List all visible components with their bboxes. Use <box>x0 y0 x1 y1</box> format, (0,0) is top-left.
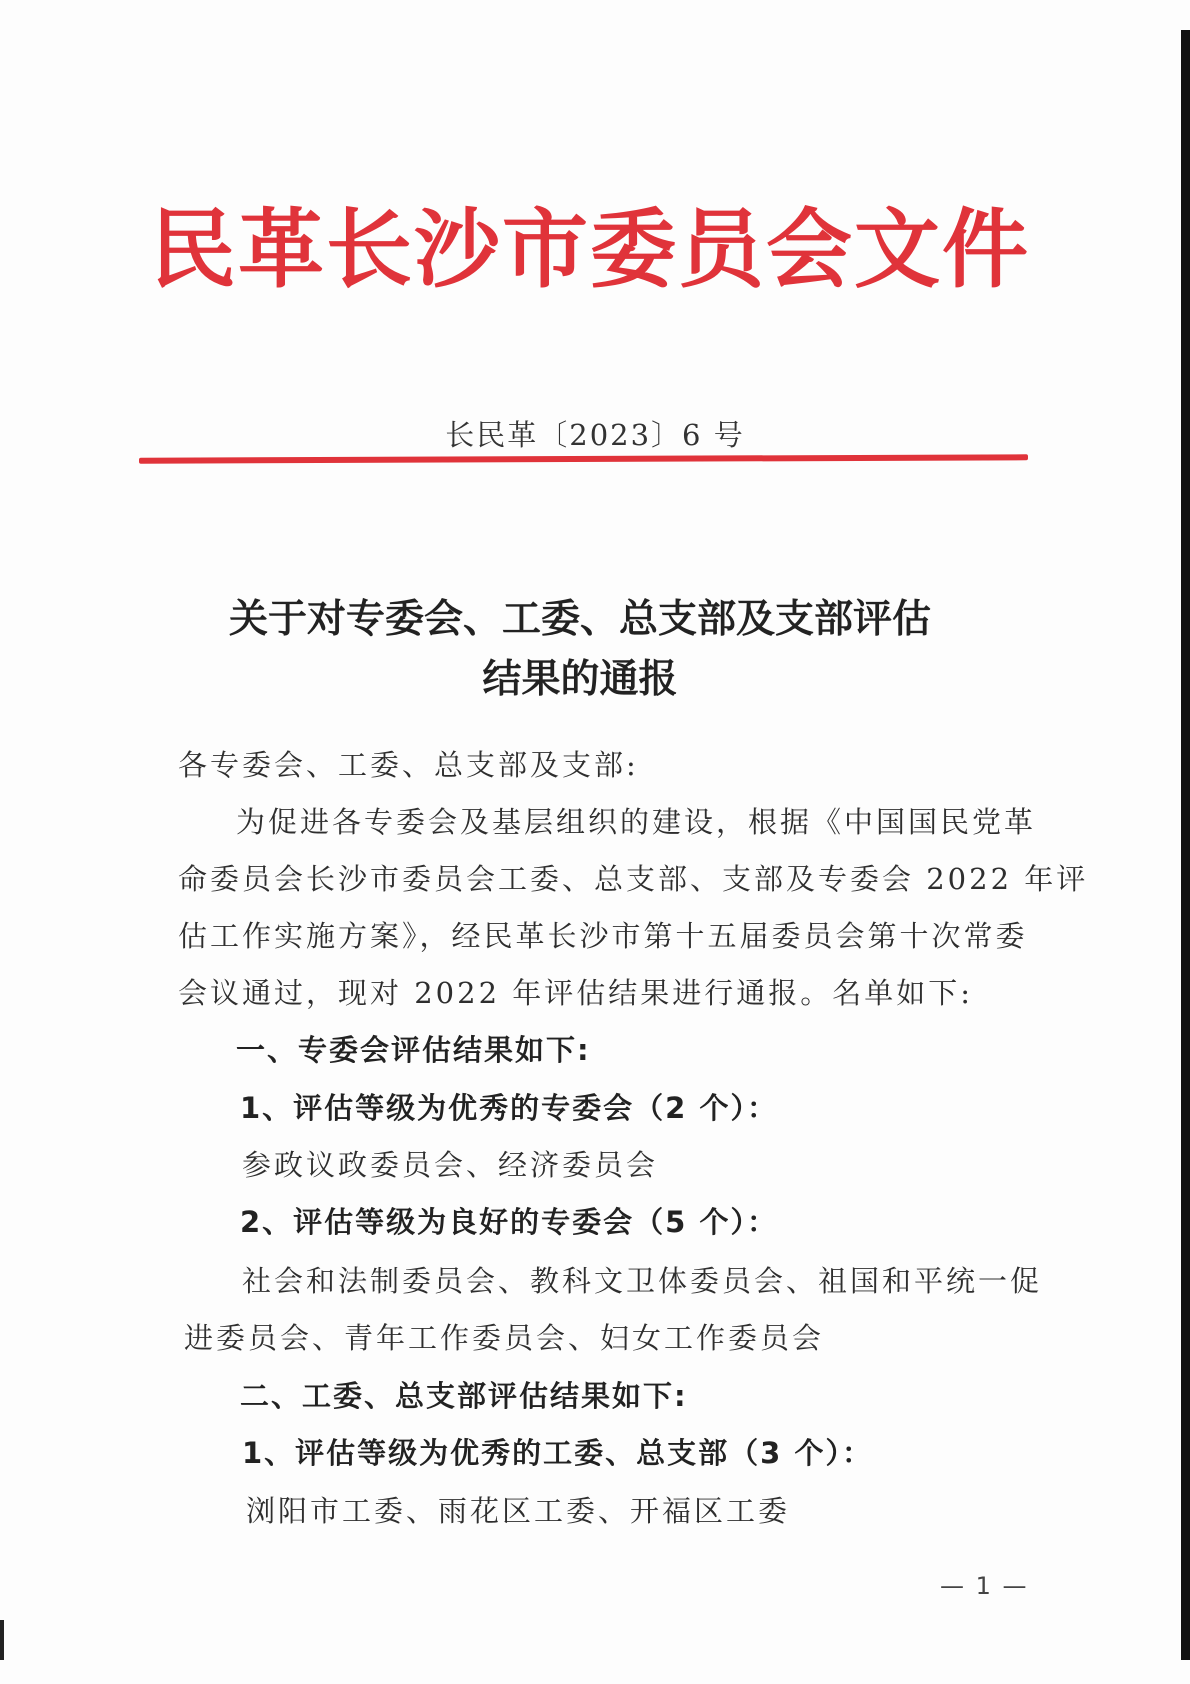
section2-excellent-list: 浏阳市工委、雨花区工委、开福区工委 <box>246 1494 791 1528</box>
notice-title-line2: 结果的通报 <box>482 657 678 702</box>
document-number: 长民革〔2023〕6 号 <box>445 418 745 452</box>
section1-good-list-line1: 社会和法制委员会、教科文卫体委员会、祖国和平统一促 <box>242 1264 1043 1298</box>
intro-line-2: 命委员会长沙市委员会工委、总支部、支部及专委会 2022 年评 <box>178 862 1089 896</box>
intro-line-3: 估工作实施方案》，经民革长沙市第十五届委员会第十次常委 <box>178 919 1028 953</box>
scan-edge-right <box>1181 30 1190 1660</box>
page-number: — 1 — <box>940 1572 1029 1600</box>
org-document-header: 民革长沙市委员会文件 <box>150 199 1030 300</box>
section2-excellent-heading: 1、评估等级为优秀的工委、总支部（3 个）： <box>242 1436 873 1470</box>
section1-good-list-line2: 进委员会、青年工作委员会、妇女工作委员会 <box>184 1321 825 1355</box>
notice-title-line1: 关于对专委会、工委、总支部及支部评估 <box>228 597 931 642</box>
salutation: 各专委会、工委、总支部及支部: <box>178 748 639 782</box>
notice-title <box>140 590 1020 710</box>
red-separator-line <box>139 454 1028 463</box>
section1-heading: 一、专委会评估结果如下: <box>236 1033 591 1067</box>
scan-edge-left <box>0 1620 4 1660</box>
intro-line-1: 为促进各专委会及基层组织的建设，根据《中国国民党革 <box>236 805 1037 839</box>
section1-excellent-list: 参政议政委员会、经济委员会 <box>242 1148 659 1182</box>
section1-good-heading: 2、评估等级为良好的专委会（5 个）： <box>240 1205 778 1239</box>
section1-excellent-heading: 1、评估等级为优秀的专委会（2 个）： <box>240 1091 778 1125</box>
section2-heading: 二、工委、总支部评估结果如下: <box>240 1379 688 1413</box>
intro-line-4: 会议通过，现对 2022 年评估结果进行通报。名单如下: <box>178 976 974 1010</box>
